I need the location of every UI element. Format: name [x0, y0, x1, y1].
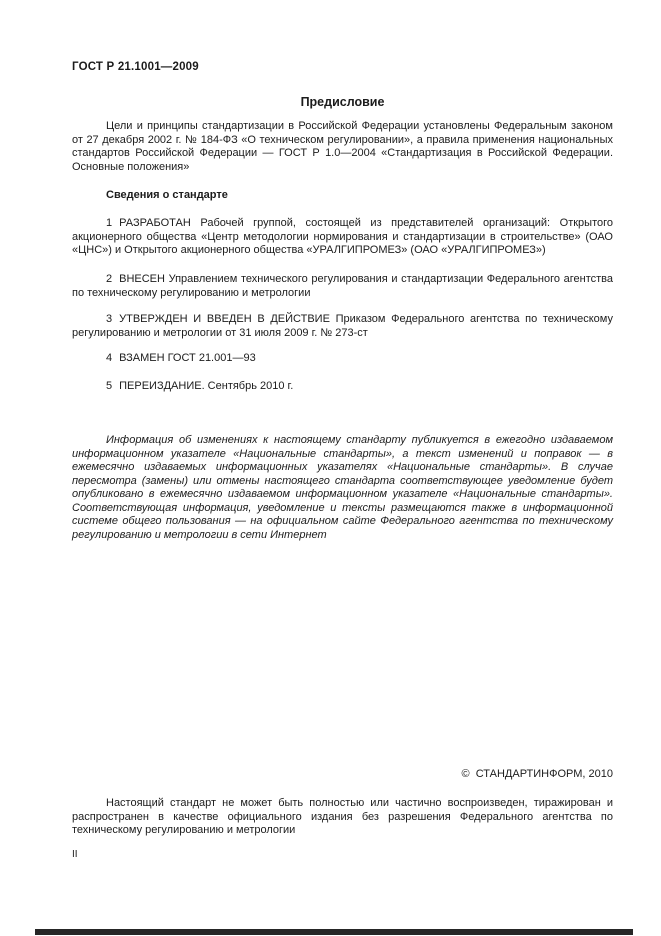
- intro-paragraph: Цели и принципы стандартизации в Российской Федерации установлены Федеральным законом от 27 декабря 2002 г. № 184-ФЗ «О техническом регулировании», а правила применения национальных стандартов Российской Федерации — ГОСТ Р 1.0—2004 «Стандартизация в Российской Федерации. Основные положения»: [72, 120, 613, 173]
- page-number: II: [72, 849, 78, 860]
- item-text: ПЕРЕИЗДАНИЕ. Сентябрь 2010 г.: [119, 380, 294, 392]
- standard-info-item-5: [72, 380, 613, 394]
- reproduction-restriction-paragraph: Настоящий стандарт не может быть полностью или частично воспроизведен, тиражирован и распространен в качестве официального издания без разрешения Федерального агентства по техническому регулированию и метрологии: [72, 797, 613, 836]
- scan-edge-artifact: [35, 929, 633, 935]
- standard-info-item-4: [72, 352, 613, 366]
- item-text: ВЗАМЕН ГОСТ 21.001—93: [119, 352, 256, 364]
- item-text: УТВЕРЖДЕН И ВВЕДЕН В ДЕЙСТВИЕ Приказом Федерального агентства по техническому регулированию и метрологии от 31 июля 2009 г. № 273-ст: [72, 313, 613, 339]
- item-text: РАЗРАБОТАН Рабочей группой, состоящей из представителей организаций: Открытого акционерного общества «Центр методологии нормирования и стандартизации в строительстве» (ОАО «ЦНС») и Открытого акционерного общества «УРАЛГИПРОМЕЗ» (ОАО «УРАЛГИПРОМЕЗ»): [72, 217, 613, 256]
- item-number: 1: [106, 217, 113, 229]
- amendments-note-paragraph: Информация об изменениях к настоящему стандарту публикуется в ежегодно издаваемом информационном указателе «Национальные стандарты», а текст изменений и поправок — в ежемесячно издаваемых информационных указателях «Национальные стандарты». В случае пересмотра (замены) или отмены настоящего стандарта соответствующее уведомление будет опубликовано в ежемесячно издаваемом информационном указателе «Национальные стандарты». Соответствующая информация, уведомление и тексты размещаются также в информационной системе общего пользования — на официальном сайте Федерального агентства по техническому регулированию и метрологии в сети Интернет: [72, 434, 613, 541]
- item-number: 5: [106, 380, 113, 392]
- document-code: ГОСТ Р 21.1001—2009: [72, 61, 199, 73]
- standard-info-item-1: [72, 217, 613, 258]
- page-title: Предисловие: [300, 95, 385, 109]
- item-number: 4: [106, 352, 113, 364]
- standard-info-item-2: [72, 273, 613, 300]
- standard-info-heading: Сведения о стандарте: [106, 189, 228, 201]
- item-number: 2: [106, 273, 113, 285]
- item-number: 3: [106, 313, 113, 325]
- standard-info-item-3: [72, 313, 613, 340]
- copyright-line: © СТАНДАРТИНФОРМ, 2010: [461, 768, 613, 780]
- item-text: ВНЕСЕН Управлением технического регулирования и стандартизации Федерального агентства по техническому регулированию и метрологии: [72, 273, 613, 299]
